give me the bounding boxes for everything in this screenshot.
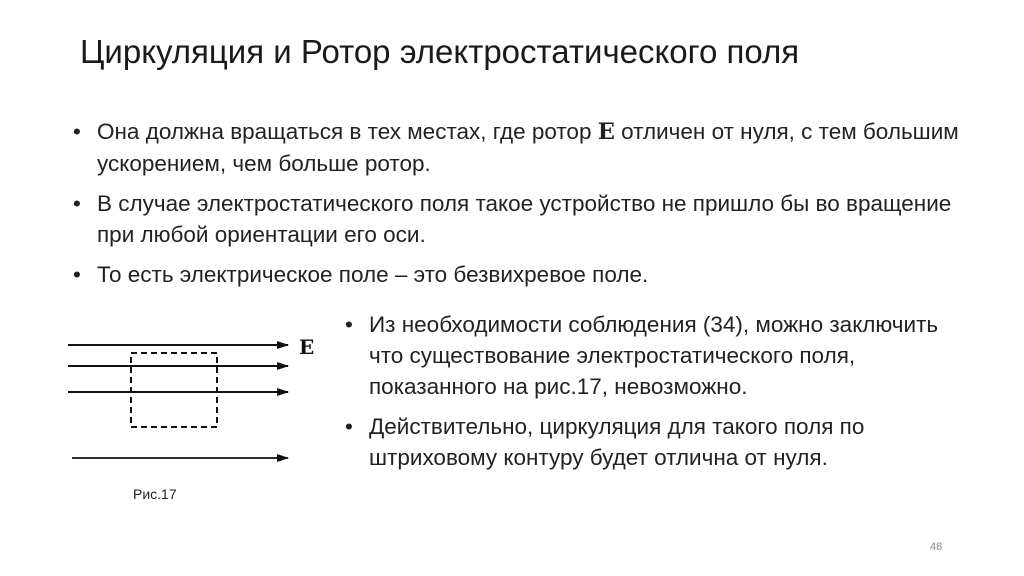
field-lines-diagram xyxy=(60,330,330,475)
bullet-item xyxy=(70,116,970,179)
bullet-text: То есть электрическое поле – это безвихревое поле. xyxy=(97,262,649,287)
figure-caption: Рис.17 xyxy=(133,486,177,502)
page-number: 48 xyxy=(930,541,943,553)
bullet-text: Она должна вращаться в тех местах, где ротор xyxy=(97,119,598,144)
vector-e-symbol: E xyxy=(597,119,615,145)
bullet-marker: • xyxy=(345,414,353,439)
bullet-item xyxy=(342,411,962,473)
bullet-item xyxy=(70,259,970,290)
bullet-item xyxy=(342,309,962,402)
bullet-text: Из необходимости соблюдения (34), можно заключить что существование электростатического поля, показанного на рис.17, невозможно. xyxy=(369,312,939,399)
dashed-contour xyxy=(131,353,217,427)
bullet-list-right xyxy=(342,309,962,482)
bullet-marker: • xyxy=(73,191,81,216)
bullet-text: В случае электростатического поля такое устройство не пришло бы во вращение при любой ориентации его оси. xyxy=(97,191,952,247)
bullet-marker: • xyxy=(73,119,81,144)
bullet-marker: • xyxy=(73,262,81,287)
slide-title: Циркуляция и Ротор электростатического поля xyxy=(80,33,800,70)
bullet-list-top xyxy=(70,116,970,299)
bullet-item xyxy=(70,188,970,250)
field-lines-figure xyxy=(60,330,330,475)
field-label-e: E xyxy=(299,335,315,359)
bullet-marker: • xyxy=(345,312,353,337)
bullet-text: отличен от нуля, с тем большим ускорением, чем больше ротор. xyxy=(97,119,959,176)
bullet-text: Действительно, циркуляция для такого поля по штриховому контуру будет отлична от нуля. xyxy=(369,414,865,470)
